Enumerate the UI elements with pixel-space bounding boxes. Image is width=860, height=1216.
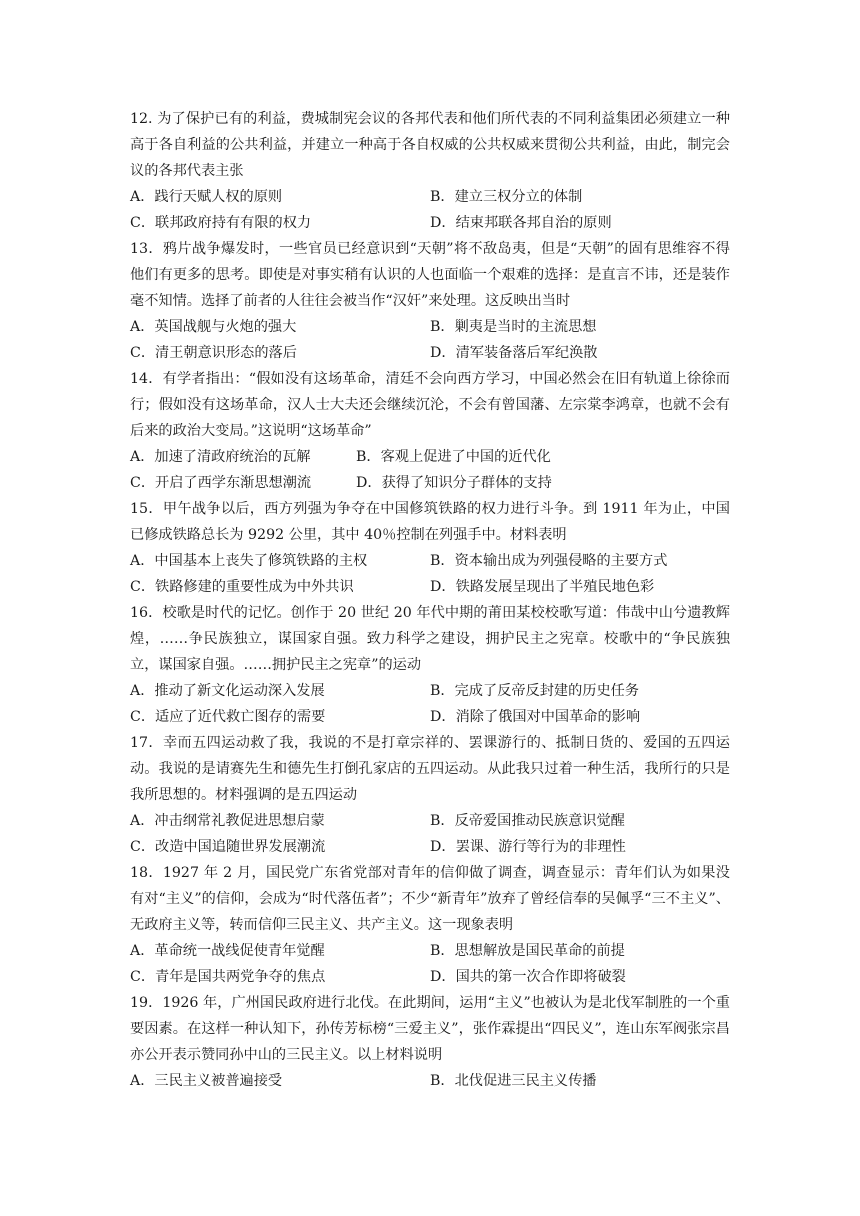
question-stem: 17．幸而五四运动救了我，我说的不是打章宗祥的、罢课游行的、抵制日货的、爱国的五四运动。我说的是请赛先生和德先生打倒孔家店的五四运动。从此我只过着一种生活，我所行的只是我所思想的。材料强调的是五四运动 <box>130 735 730 803</box>
option-c: C．青年是国共两党争夺的焦点 <box>130 969 326 985</box>
question-18 <box>130 860 730 990</box>
option-c: C．开启了西学东渐思想潮流 <box>130 475 312 491</box>
option-c: C．铁路修建的重要性成为中外共识 <box>130 579 354 595</box>
question-12 <box>130 106 730 236</box>
question-15 <box>130 496 730 600</box>
question-14 <box>130 366 730 496</box>
option-list <box>130 184 730 236</box>
option-list <box>130 938 730 990</box>
option-c: C．清王朝意识形态的落后 <box>130 345 297 361</box>
option-a: A．中国基本上丧失了修筑铁路的主权 <box>130 553 368 569</box>
option-d: D．国共的第一次合作即将破裂 <box>430 969 626 985</box>
question-16 <box>130 600 730 730</box>
question-stem: 15．甲午战争以后，西方列强为争夺在中国修筑铁路的权力进行斗争。到 1911 年为止，中国已修成铁路总长为 9292 公里，其中 40％控制在列强手中。材料表明 <box>130 501 730 543</box>
question-list <box>130 106 730 1094</box>
question-stem: 12. 为了保护已有的利益，费城制宪会议的各邦代表和他们所代表的不同利益集团必须建立一种高于各自利益的公共利益，并建立一种高于各自权威的公共权威来贯彻公共利益，由此，制完会议的各邦代表主张 <box>130 111 730 179</box>
option-b: B．客观上促进了中国的近代化 <box>356 449 551 465</box>
option-b: B．资本输出成为列强侵略的主要方式 <box>430 553 668 569</box>
option-d: D．罢课、游行等行为的非理性 <box>430 839 626 855</box>
option-b: B．思想解放是国民革命的前提 <box>430 943 625 959</box>
question-19 <box>130 990 730 1094</box>
question-stem: 18．1927 年 2 月，国民党广东省党部对青年的信仰做了调查，调查显示：青年们认为如果没有对“主义”的信仰，会成为“时代落伍者”；不少“新青年”放弃了曾经信奉的吴佩孚“三不主义”、无政府主义等，转而信仰三民主义、共产主义。这一现象表明 <box>130 865 730 933</box>
option-a: A．推动了新文化运动深入发展 <box>130 683 325 699</box>
option-a: A．加速了清政府统治的瓦解 <box>130 449 311 465</box>
option-b: B．剿夷是当时的主流思想 <box>430 319 597 335</box>
option-b: B．建立三权分立的体制 <box>430 189 583 205</box>
option-list <box>130 314 730 366</box>
option-b: B．北伐促进三民主义传播 <box>430 1073 597 1089</box>
option-d: D．获得了知识分子群体的支持 <box>356 475 552 491</box>
option-a: A．践行天赋人权的原则 <box>130 189 283 205</box>
option-list <box>130 444 730 496</box>
option-c: C．适应了近代救亡图存的需要 <box>130 709 326 725</box>
option-b: B．反帝爱国推动民族意识觉醒 <box>430 813 625 829</box>
question-stem: 16．校歌是时代的记忆。创作于 20 世纪 20 年代中期的莆田某校校歌写道：伟哉中山兮遗教辉煌，……争民族独立，谋国家自强。致力科学之建设，拥护民主之宪章。校歌中的“争民族独立，谋国家自强。……拥护民主之宪章”的运动 <box>130 605 730 673</box>
option-list <box>130 548 730 600</box>
question-13 <box>130 236 730 366</box>
option-d: D．结束邦联各邦自治的原则 <box>430 215 612 231</box>
option-list <box>130 678 730 730</box>
option-list <box>130 808 730 860</box>
option-b: B．完成了反帝反封建的历史任务 <box>430 683 640 699</box>
option-d: D．清军装备落后军纪涣散 <box>430 345 598 361</box>
question-stem: 13．鸦片战争爆发时，一些官员已经意识到“天朝”将不敌岛夷，但是“天朝”的固有思维容不得他们有更多的思考。即使是对事实稍有认识的人也面临一个艰难的选择：是直言不讳，还是装作毫不知情。选择了前者的人往往会被当作“汉奸”来处理。这反映出当时 <box>130 241 730 309</box>
option-list <box>130 1068 730 1094</box>
question-17 <box>130 730 730 860</box>
option-a: A．三民主义被普遍接受 <box>130 1073 283 1089</box>
option-d: D．消除了俄国对中国革命的影响 <box>430 709 641 725</box>
option-a: A．革命统一战线促使青年觉醒 <box>130 943 325 959</box>
option-d: D．铁路发展呈现出了半殖民地色彩 <box>430 579 655 595</box>
question-stem: 14．有学者指出：“假如没有这场革命，清廷不会向西方学习，中国必然会在旧有轨道上徐徐而行；假如没有这场革命，汉人士大夫还会继续沉沦，不会有曾国藩、左宗棠李鸿章，也就不会有后来的政治大变局。”这说明“这场革命” <box>130 371 730 439</box>
option-a: A．冲击纲常礼教促进思想启蒙 <box>130 813 325 829</box>
option-a: A．英国战舰与火炮的强大 <box>130 319 297 335</box>
question-stem: 19．1926 年，广州国民政府进行北伐。在此期间，运用“主义”也被认为是北伐军制胜的一个重要因素。在这样一种认知下，孙传芳标榜“三爱主义”，张作霖提出“四民义”，连山东军阀张宗昌亦公开表示赞同孙中山的三民主义。以上材料说明 <box>130 995 730 1063</box>
option-c: C．改造中国追随世界发展潮流 <box>130 839 326 855</box>
option-c: C．联邦政府持有有限的权力 <box>130 215 312 231</box>
